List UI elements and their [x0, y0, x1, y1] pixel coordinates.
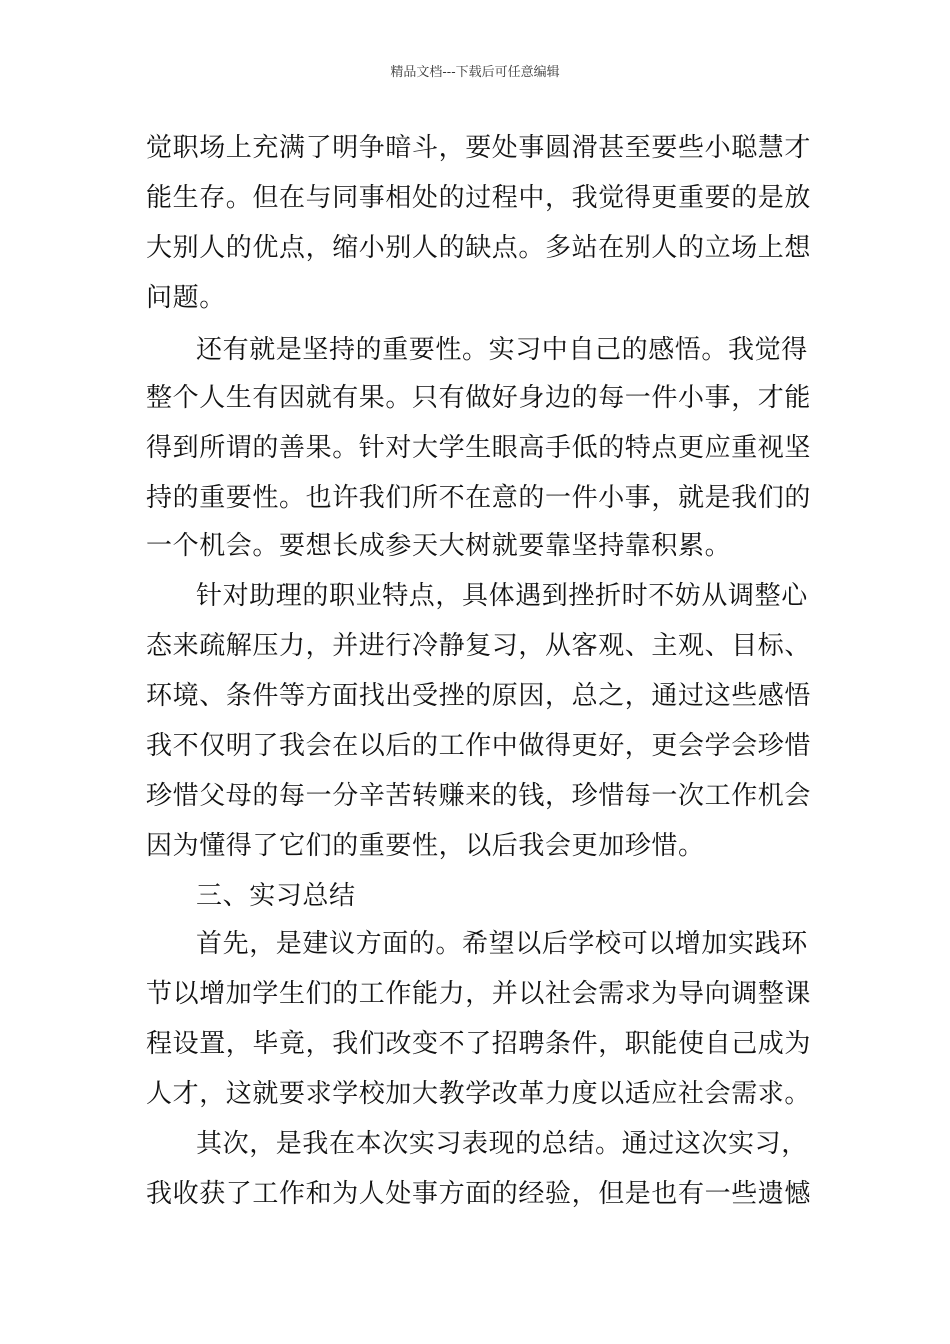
text-line: 觉职场上充满了明争暗斗，要处事圆滑甚至要些小聪慧才 — [146, 133, 812, 163]
text-line: 问题。 — [146, 283, 226, 313]
text-line: 还有就是坚持的重要性。实习中自己的感悟。我觉得 — [196, 335, 808, 365]
text-line: 大别人的优点，缩小别人的缺点。多站在别人的立场上想 — [146, 233, 812, 263]
text-line: 我不仅明了我会在以后的工作中做得更好，更会学会珍惜 — [146, 731, 812, 761]
text-line: 节以增加学生们的工作能力，并以社会需求为导向调整课 — [146, 979, 812, 1009]
text-line: 首先，是建议方面的。希望以后学校可以增加实践环 — [196, 929, 808, 959]
text-line: 态来疏解压力，并进行冷静复习，从客观、主观、目标、 — [146, 631, 812, 661]
text-line: 程设置，毕竟，我们改变不了招聘条件，职能使自己成为 — [146, 1029, 812, 1059]
text-line: 能生存。但在与同事相处的过程中，我觉得更重要的是放 — [146, 183, 812, 213]
text-line: 针对助理的职业特点，具体遇到挫折时不妨从调整心 — [196, 581, 808, 611]
section-heading: 三、实习总结 — [196, 881, 356, 911]
text-line: 我收获了工作和为人处事方面的经验，但是也有一些遗憾 — [146, 1179, 812, 1209]
text-line: 其次，是我在本次实习表现的总结。通过这次实习， — [196, 1129, 808, 1159]
page-header: 精品文档---下载后可任意编辑 — [390, 65, 560, 80]
text-line: 环境、条件等方面找出受挫的原因，总之，通过这些感悟 — [146, 681, 812, 711]
text-line: 人才，这就要求学校加大教学改革力度以适应社会需求。 — [146, 1079, 812, 1109]
text-line: 整个人生有因就有果。只有做好身边的每一件小事，才能 — [146, 383, 812, 413]
text-line: 一个机会。要想长成参天大树就要靠坚持靠积累。 — [146, 531, 732, 561]
text-line: 因为懂得了它们的重要性，以后我会更加珍惜。 — [146, 831, 705, 861]
text-line: 持的重要性。也许我们所不在意的一件小事，就是我们的 — [146, 483, 812, 513]
text-line: 得到所谓的善果。针对大学生眼高手低的特点更应重视坚 — [146, 433, 812, 463]
text-line: 珍惜父母的每一分辛苦转赚来的钱，珍惜每一次工作机会 — [146, 781, 812, 811]
